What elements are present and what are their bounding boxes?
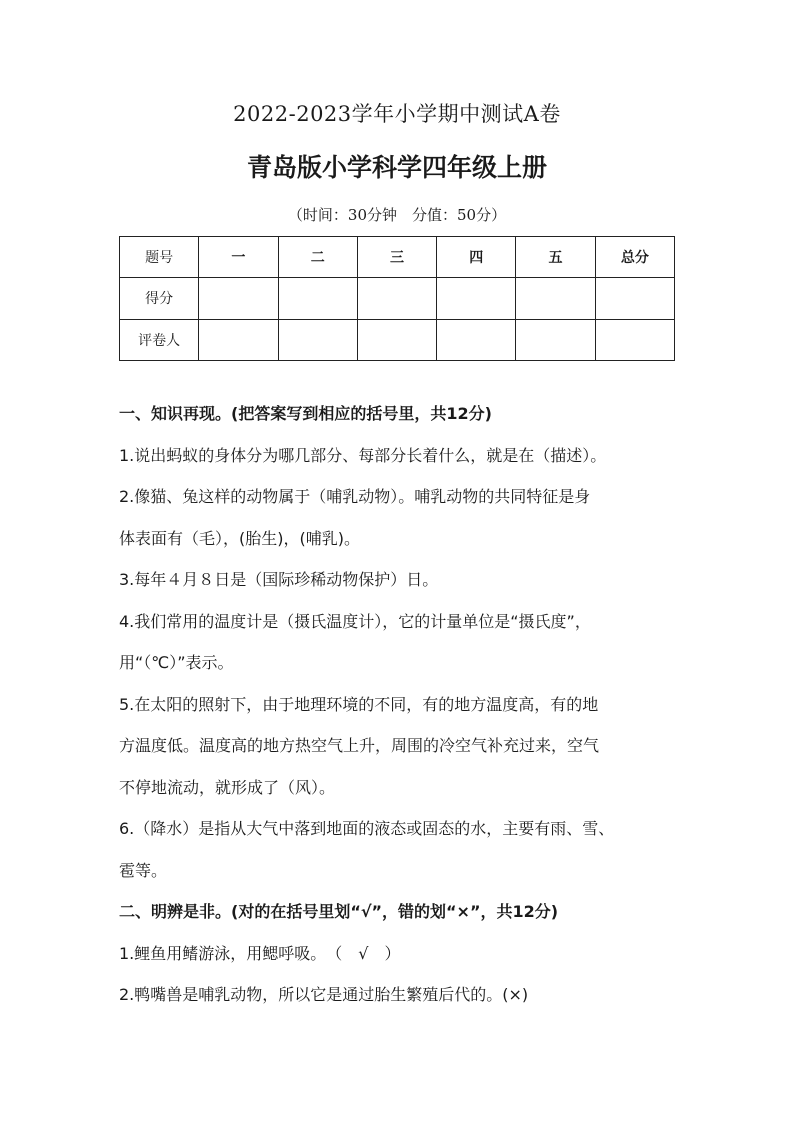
header-cell: 总分	[595, 237, 674, 278]
question-line: 2.像猫、兔这样的动物属于（哺乳动物）。哺乳动物的共同特征是身	[119, 487, 591, 506]
score-cell[interactable]	[199, 278, 278, 319]
row-label: 评卷人	[120, 319, 199, 360]
score-cell[interactable]	[595, 278, 674, 319]
score-table	[119, 236, 675, 361]
question-line: 4.我们常用的温度计是（摄氏温度计），它的计量单位是“摄氏度”，	[119, 611, 591, 631]
header-cell: 五	[516, 237, 595, 278]
score-cell[interactable]	[516, 278, 595, 319]
question-line: 1.鲤鱼用鳍游泳，用鳃呼吸。 （ √ ）	[119, 943, 401, 963]
section-heading: 一、知识再现。(把答案写到相应的括号里，共12分)	[119, 404, 492, 423]
score-cell[interactable]	[357, 278, 436, 319]
grader-cell[interactable]	[437, 319, 516, 360]
question-line: 方温度低。温度高的地方热空气上升，周围的冷空气补充过来，空气	[119, 736, 600, 755]
exam-title: 2022-2023学年小学期中测试A卷	[233, 102, 561, 126]
score-cell[interactable]	[437, 278, 516, 319]
grader-cell[interactable]	[278, 319, 357, 360]
question-content	[119, 398, 689, 1021]
grader-cell[interactable]	[595, 319, 674, 360]
grader-cell[interactable]	[516, 319, 595, 360]
header-cell: 四	[437, 237, 516, 278]
question-line: 2.鸭嘴兽是哺乳动物，所以它是通过胎生繁殖后代的。(×)	[119, 985, 529, 1004]
grader-cell[interactable]	[199, 319, 278, 360]
question-line: 不停地流动，就形成了（风）。	[119, 777, 336, 797]
header-cell: 三	[357, 237, 436, 278]
header-cell: 题号	[120, 237, 199, 278]
header-cell: 二	[278, 237, 357, 278]
section-heading: 二、明辨是非。(对的在括号里划“√”，错的划“×”，共12分)	[119, 902, 559, 921]
question-line: 6.（降水）是指从大气中落到地面的液态或固态的水，主要有雨、雪、	[119, 819, 615, 838]
exam-subtitle: 青岛版小学科学四年级上册	[246, 153, 547, 182]
question-line: 雹等。	[119, 860, 168, 880]
grader-row	[120, 319, 675, 360]
grader-cell[interactable]	[357, 319, 436, 360]
question-line: 用“（℃）”表示。	[119, 653, 234, 672]
score-cell[interactable]	[278, 278, 357, 319]
question-line: 3.每年４月８日是（国际珍稀动物保护）日。	[119, 570, 439, 589]
score-table-header-row	[120, 237, 675, 278]
question-line: 1.说出蚂蚁的身体分为哪几部分、每部分长着什么，就是在（描述）。	[119, 445, 607, 465]
question-line: 5.在太阳的照射下，由于地理环境的不同，有的地方温度高，有的地	[119, 694, 599, 714]
score-row	[120, 278, 675, 319]
row-label: 得分	[120, 278, 199, 319]
question-line: 体表面有（毛），(胎生)，(哺乳)。	[119, 528, 360, 548]
exam-meta: （时间：30分钟 分值：50分）	[287, 206, 507, 224]
header-cell: 一	[199, 237, 278, 278]
